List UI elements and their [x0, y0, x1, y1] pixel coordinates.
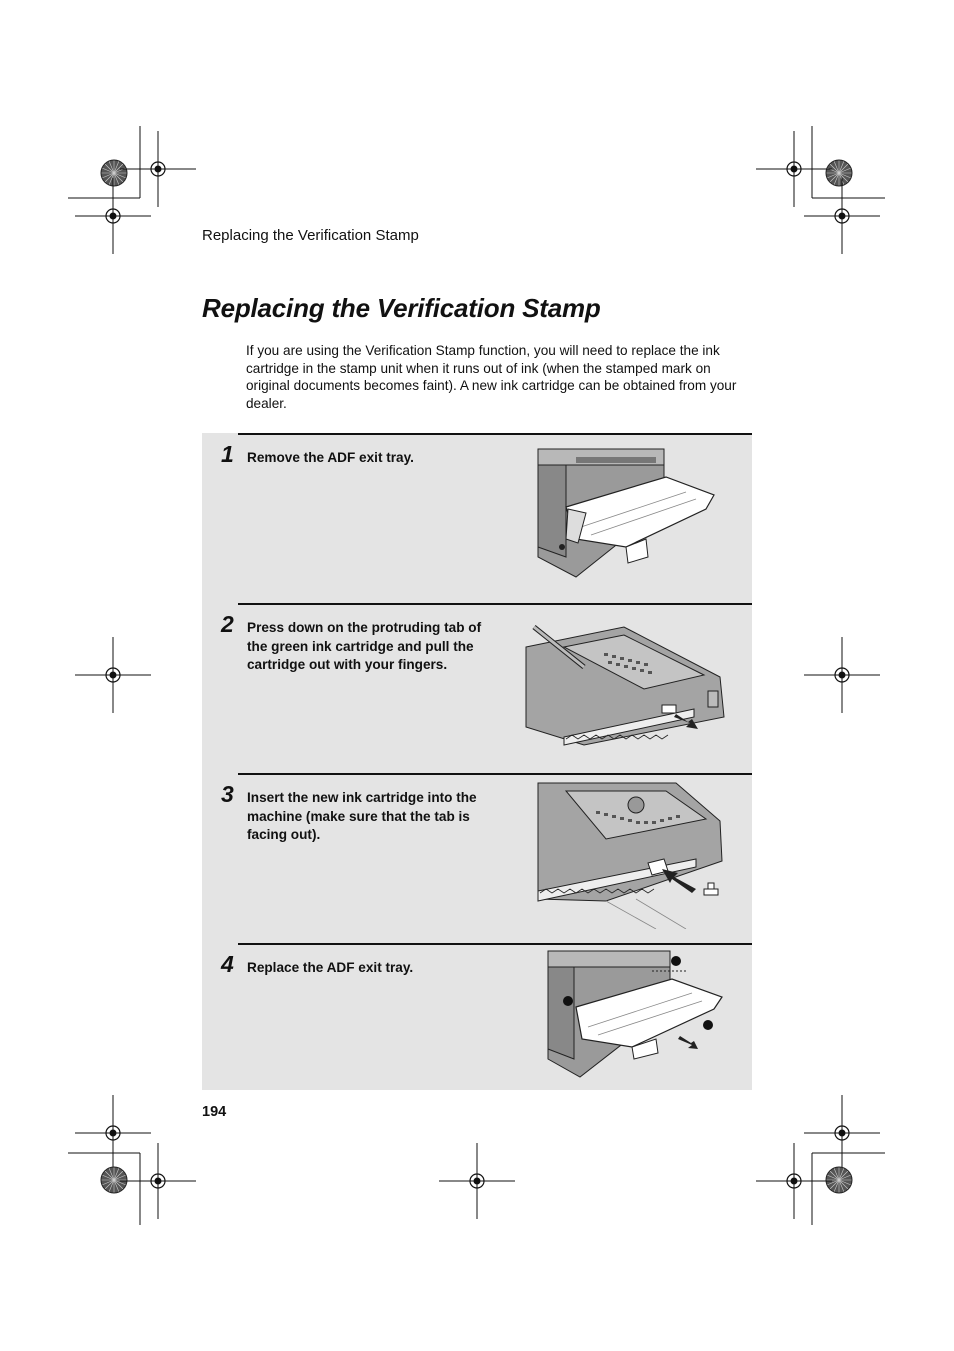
page-title: Replacing the Verification Stamp: [202, 293, 601, 323]
fax-replace-tray-illustration: [546, 949, 726, 1079]
step-1: [202, 433, 752, 603]
step-instruction: Remove the ADF exit tray.: [247, 450, 414, 465]
step-number: 4: [221, 951, 234, 977]
step-instruction: Insert the new ink cartridge into the machine (make sure that the tab is facing out).: [247, 790, 477, 842]
step-4: [202, 943, 752, 1090]
step-divider: [238, 773, 752, 775]
steps-panel: [202, 433, 752, 1090]
step-2: [202, 603, 752, 773]
page-number: 194: [202, 1104, 227, 1120]
fax-remove-tray-illustration: [536, 447, 718, 579]
step-instruction: Press down on the protruding tab of the green ink cartridge and pull the cartridge out with your fingers.: [247, 620, 482, 672]
step-divider: [238, 433, 752, 435]
fax-remove-cartridge-illustration: [524, 617, 728, 757]
step-divider: [238, 943, 752, 945]
step-number: 1: [221, 441, 234, 467]
fax-insert-cartridge-illustration: [536, 781, 724, 929]
step-3: [202, 773, 752, 943]
step-number: 3: [221, 781, 234, 807]
running-header: Replacing the Verification Stamp: [202, 227, 419, 244]
step-divider: [238, 603, 752, 605]
step-instruction: Replace the ADF exit tray.: [247, 960, 414, 975]
intro-paragraph: If you are using the Verification Stamp function, you will need to replace the ink cartridge in the stamp unit when it runs out of ink (when the stamped mark on original documents becomes faint). A new ink cartridge can be obtained from your dealer.: [246, 343, 737, 411]
step-number: 2: [221, 611, 234, 637]
